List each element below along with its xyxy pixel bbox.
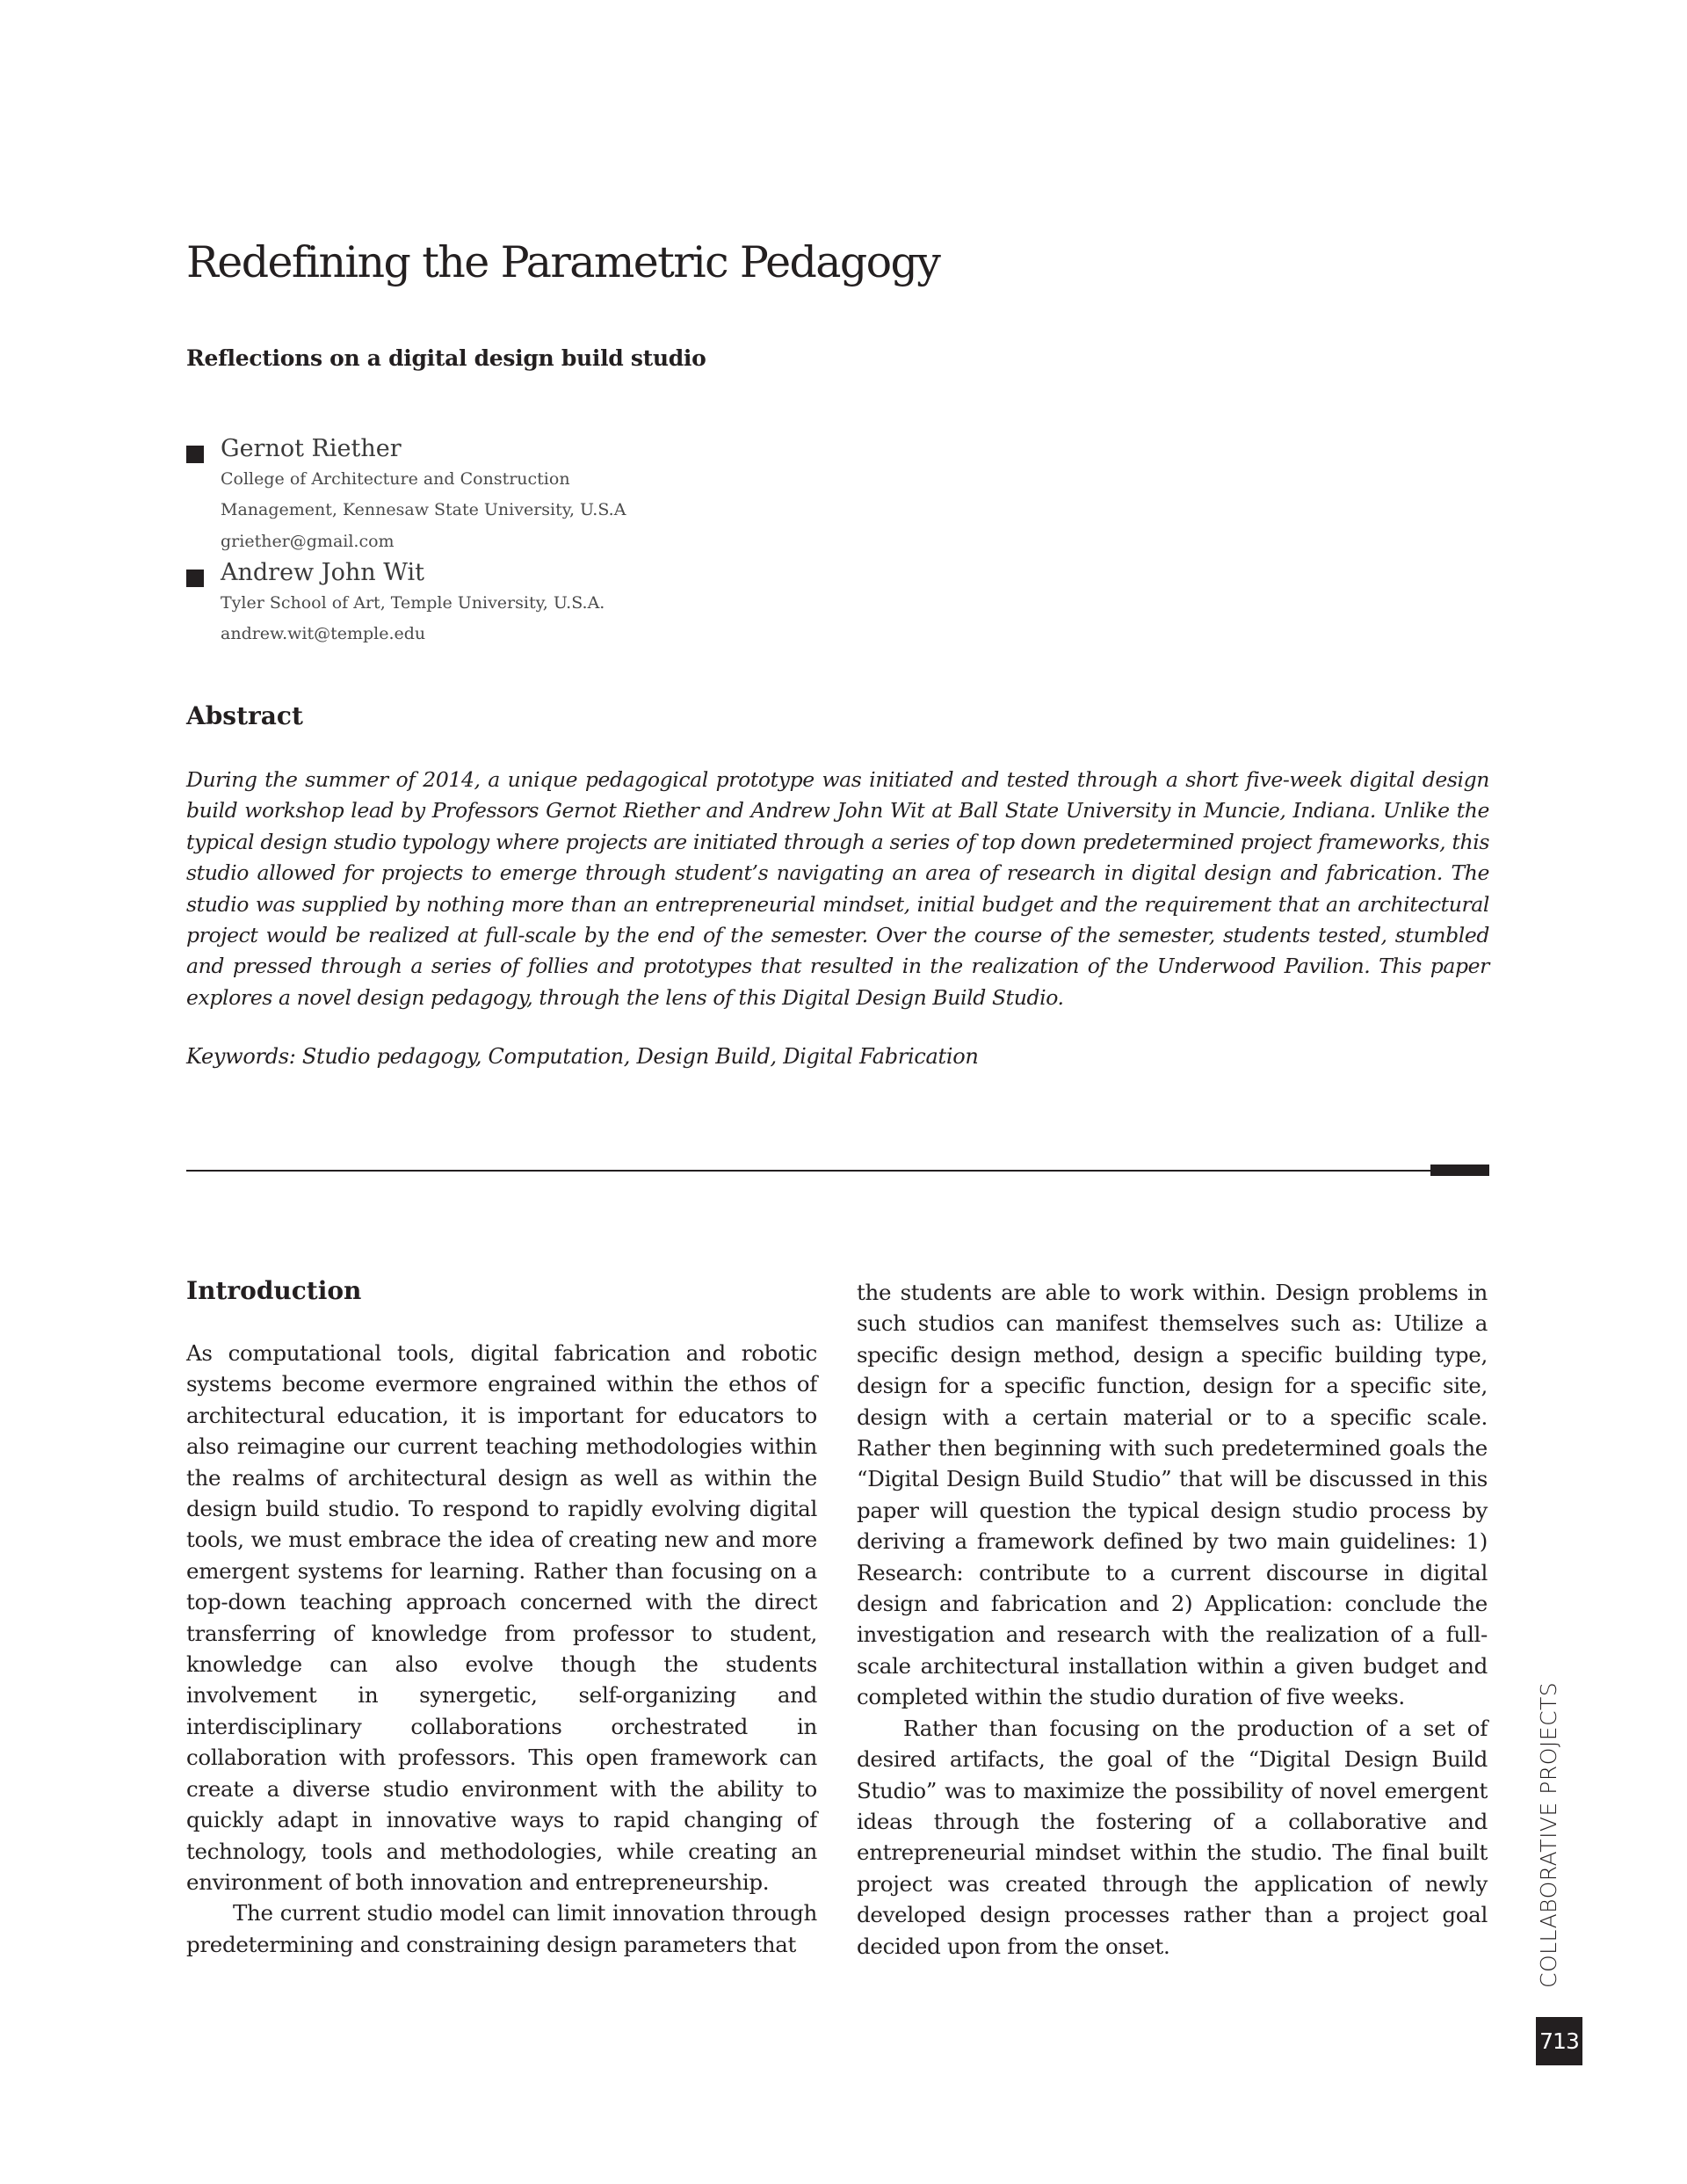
author-name: Andrew John Wit bbox=[221, 559, 424, 586]
bullet-square-icon bbox=[186, 446, 204, 463]
paper-subtitle: Reflections on a digital design build studio bbox=[186, 345, 706, 371]
page-number: 713 bbox=[1536, 2017, 1582, 2065]
author-name: Gernot Riether bbox=[221, 435, 402, 462]
body-paragraph: As computational tools, digital fabrication and robotic systems become evermore engrained within the ethos of architectural education, it is important for educators to also reimagine our current teaching methodologies within the realms of architectural design as well as within the design build studio. To respond to rapidly evolving digital tools, we must embrace the idea of creating new and more emergent systems for learning. Rather than focusing on a top-down teaching approach concerned with the direct transferring of knowledge from professor to student, knowledge can also evolve though the students involvement in synergetic, self-organizing and interdisciplinary collaborations orchestrated in collaboration with professors. This open framework can create a diverse studio environment with the ability to quickly adapt in innovative ways to rapid changing of technology, tools and methodologies, while creating an environment of both innovation and entrepreneurship. bbox=[186, 1340, 817, 1895]
text-column-left bbox=[186, 1338, 817, 1960]
abstract-heading: Abstract bbox=[186, 701, 303, 730]
body-paragraph: the students are able to work within. Design problems in such studios can manifest themselves such as: Utilize a specific design method, design a specific building type, design for a specific function, design for a specific site, design with a certain material or to a specific scale. Rather then beginning with such predetermined goals the “Digital Design Build Studio” that will be discussed in this paper will question the typical design studio process by deriving a framework defined by two main guidelines: 1) Research: contribute to a current discourse in digital design and fabrication and 2) Application: conclude the investigation and research with the realization of a full-scale architectural installation within a given budget and completed within the studio duration of five weeks. bbox=[857, 1280, 1488, 1710]
text-column-right bbox=[857, 1277, 1488, 1962]
divider-accent-block bbox=[1430, 1165, 1489, 1176]
section-divider bbox=[186, 1170, 1430, 1172]
author-email: griether@gmail.com bbox=[221, 532, 395, 551]
bullet-square-icon bbox=[186, 570, 204, 587]
author-affiliation: College of Architecture and Construction bbox=[221, 469, 570, 489]
author-email: andrew.wit@temple.edu bbox=[221, 624, 426, 643]
keywords: Keywords: Studio pedagogy, Computation, Design Build, Digital Fabrication bbox=[186, 1044, 979, 1069]
author-affiliation: Management, Kennesaw State University, U.S.A bbox=[221, 500, 626, 519]
abstract-body: During the summer of 2014, a unique pedagogical prototype was initiated and tested through a short five-week digital design build workshop lead by Professors Gernot Riether and Andrew John Wit at Ball State University in Muncie, Indiana. Unlike the typical design studio typology where projects are initiated through a series of top down predetermined project frameworks, this studio allowed for projects to emerge through student’s navigating an area of research in digital design and fabrication. The studio was supplied by nothing more than an entrepreneurial mindset, initial budget and the requirement that an architectural project would be realized at full-scale by the end of the semester. Over the course of the semester, students tested, stumbled and pressed through a series of follies and prototypes that resulted in the realization of the Underwood Pavilion. This paper explores a novel design pedagogy, through the lens of this Digital Design Build Studio. bbox=[186, 767, 1489, 1010]
author-affiliation: Tyler School of Art, Temple University, U.S.A. bbox=[221, 593, 605, 613]
section-side-label: COLLABORATIVE PROJECTS bbox=[1536, 1681, 1561, 1988]
body-paragraph: Rather than focusing on the production of a set of desired artifacts, the goal of the “Digital Design Build Studio” was to maximize the possibility of novel emergent ideas through the fostering of a collaborative and entrepreneurial mindset within the studio. The final built project was created through the application of newly developed design processes rather than a project goal decided upon from the onset. bbox=[857, 1715, 1488, 1959]
introduction-heading: Introduction bbox=[186, 1276, 362, 1305]
paper-title: Redefining the Parametric Pedagogy bbox=[186, 237, 940, 287]
body-paragraph: The current studio model can limit innovation through predetermining and constraining design parameters that bbox=[186, 1900, 817, 1957]
